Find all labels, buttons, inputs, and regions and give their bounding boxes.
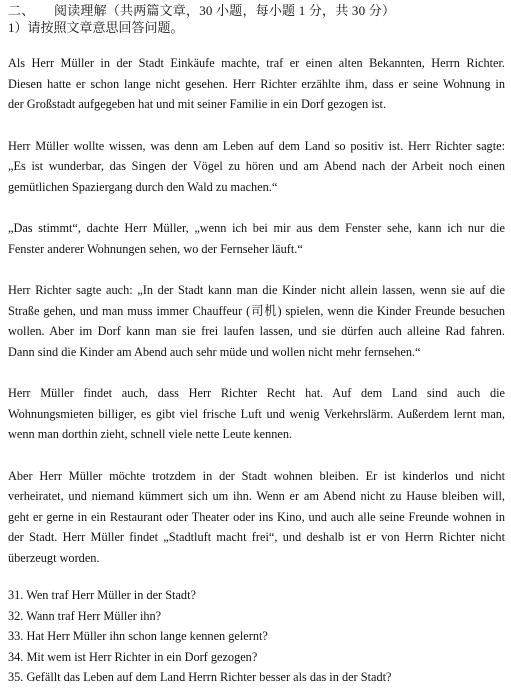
passage-paragraph-6 bbox=[8, 466, 505, 569]
passage-line: der Stadt. Herr Müller findet „Stadtluft macht frei“, und deshalb ist er von Herrn Richter nicht bbox=[8, 530, 505, 544]
passage-paragraph-4 bbox=[8, 280, 505, 362]
passage-line: wenn man dorthin zieht, schnell viele nette Leute kennen. bbox=[8, 427, 293, 441]
passage-paragraph-3 bbox=[8, 218, 505, 259]
section-header bbox=[8, 2, 505, 19]
passage-line: gemütlichen Spaziergang durch den Wald zu machen.“ bbox=[8, 179, 278, 194]
passage-line: Herr Müller wollte wissen, was denn am Leben auf dem Land so positiv ist. Herr Richter sagte: bbox=[8, 138, 505, 153]
passage-line: wollen. Aber im Dorf kann man sie frei laufen lassen, und sie dürfen auch alleine Rad fahren. bbox=[8, 324, 505, 338]
question-31: 31. Wen traf Herr Müller in der Stadt? bbox=[8, 588, 196, 602]
passage-line: Wohnungsmieten billiger, es gibt viel frische Luft und wenig Verkehrslärm. Außerdem lernt man, bbox=[8, 406, 505, 421]
exam-page bbox=[8, 2, 505, 688]
passage-line: der Großstadt aufgegeben hat und mit seiner Familie in ein Dorf gezogen ist. bbox=[8, 97, 387, 111]
passage-paragraph-2 bbox=[8, 136, 505, 198]
passage-line: „Das stimmt“, dachte Herr Müller, „wenn ich bei mir aus dem Fenster sehe, kann ich nur die bbox=[8, 221, 505, 235]
reading-passage bbox=[8, 53, 505, 568]
passage-line: Diesen hatte er schon lange nicht gesehen. Herr Richter erzählte ihm, dass er seine Wohnung in bbox=[8, 76, 505, 91]
passage-paragraph-1 bbox=[8, 53, 505, 115]
passage-paragraph-5 bbox=[8, 383, 505, 445]
question-35: 35. Gefällt das Leben auf dem Land Herrn Richter besser als das in der Stadt? bbox=[8, 670, 392, 685]
question-list bbox=[8, 585, 505, 688]
passage-line: Aber Herr Müller möchte trotzdem in der Stadt wohnen bleiben. Er ist kinderlos und nicht bbox=[8, 468, 505, 483]
passage-line: Herr Richter sagte auch: „In der Stadt kann man die Kinder nicht allein lassen, wenn sie auf die bbox=[8, 283, 505, 297]
instruction-text: 1）请按照文章意思回答问题。 bbox=[8, 20, 184, 35]
passage-line: „Es ist wunderbar, das Singen der Vögel zu hören und am Abend nach der Arbeit noch einen bbox=[8, 159, 505, 173]
passage-line: überzeugt worden. bbox=[8, 550, 100, 565]
question-34: 34. Mit wem ist Herr Richter in ein Dorf gezogen? bbox=[8, 649, 258, 664]
question-32: 32. Wann traf Herr Müller ihn? bbox=[8, 608, 162, 623]
passage-line: Als Herr Müller in der Stadt Einkäufe machte, traf er einen alten Bekannten, Herrn Richter. bbox=[8, 56, 505, 70]
passage-line: Straße gehen, und man muss immer Chauffeur (司机) spielen, wenn die Kinder Freunde besuchen bbox=[8, 303, 505, 318]
question-33: 33. Hat Herr Müller ihn schon lange kennen gelernt? bbox=[8, 629, 268, 644]
passage-line: verheiratet, und niemand kümmert sich um ihn. Wenn er am Abend nicht zu Hause bleiben will, bbox=[8, 489, 505, 503]
section-title: 阅读理解（共两篇文章，30 小题，每小题 1 分，共 30 分） bbox=[54, 3, 396, 18]
passage-line: geht er gerne in ein Restaurant oder Theater oder ins Kino, und auch alle seine Freunde wohnen in bbox=[8, 509, 505, 524]
passage-line: Herr Müller findet auch, dass Herr Richter Recht hat. Auf dem Land sind auch die bbox=[8, 386, 505, 400]
passage-line: Dann sind die Kinder am Abend auch sehr müde und wollen nicht mehr fernsehen.“ bbox=[8, 344, 421, 359]
passage-line: Fenster anderer Wohnungen sehen, wo der Fernseher läuft.“ bbox=[8, 241, 303, 256]
section-number: 二、 bbox=[8, 3, 35, 18]
